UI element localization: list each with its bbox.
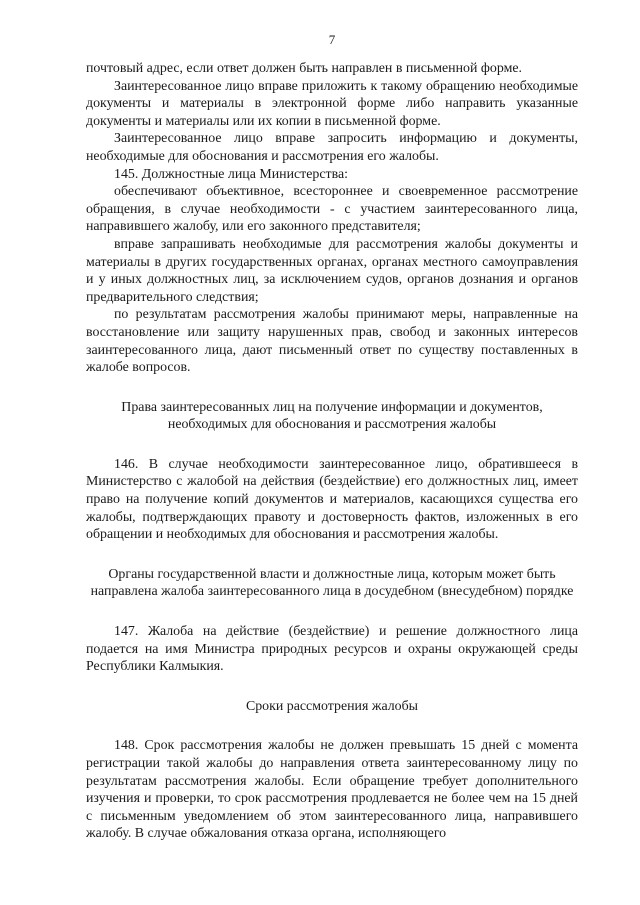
section-gap <box>86 544 578 566</box>
page-number: 7 <box>328 32 336 47</box>
section-gap <box>86 676 578 698</box>
paragraph: почтовый адрес, если ответ должен быть направлен в письменной форме. <box>86 61 523 76</box>
paragraph: Заинтересованное лицо вправе запросить информацию и документы, необходимые для обоснования и рассмотрения его жалобы. <box>86 131 578 164</box>
paragraph: 146. В случае необходимости заинтересованное лицо, обратившееся в Министерство с жалобой на действия (бездействие) его должностных лиц, имеет право на получение копий документов и материалов, касающихся существа его жалобы, подтверждающих правоту и достоверность фактов, изложенных в его обращении и необходимых для обоснования и рассмотрения жалобы. <box>86 456 578 543</box>
section-heading: Органы государственной власти и должностные лица, которым может быть направлена жалоба заинтересованного лица в досудебном (внесудебном) порядке <box>90 566 574 600</box>
paragraph: 147. Жалоба на действие (бездействие) и решение должностного лица подается на имя Министра природных ресурсов и охраны окружающей среды Республики Калмыкия. <box>86 624 578 675</box>
paragraph: обеспечивают объективное, всестороннее и своевременное рассмотрение обращения, в случае необходимости - с участием заинтересованного лица, направившего жалобу, или его законного представителя; <box>86 184 578 235</box>
paragraph: вправе запрашивать необходимые для рассмотрения жалобы документы и материалы в других государственных органах, органах местного самоуправления и у иных должностных лиц, за исключением судов, органов дознания и органов предварительного следствия; <box>86 236 578 305</box>
document-body <box>86 60 578 843</box>
paragraph: по результатам рассмотрения жалобы принимают меры, направленные на восстановление или защиту нарушенных прав, свобод и законных интересов заинтересованного лица, дают письменный ответ по существу поставленных в жалобе вопросов. <box>86 307 578 376</box>
section-gap <box>86 715 578 737</box>
section-gap <box>86 601 578 623</box>
section-heading: Права заинтересованных лиц на получение информации и документов, необходимых для обоснования и рассмотрения жалобы <box>121 399 543 433</box>
paragraph: Заинтересованное лицо вправе приложить к такому обращению необходимые документы и материалы в электронной форме либо направить указанные документы и материалы или их копии в письменной форме. <box>86 78 578 129</box>
paragraph: 148. Срок рассмотрения жалобы не должен превышать 15 дней с момента регистрации такой жалобы до направления ответа заинтересованному лицу по результатам рассмотрения жалобы. Если обращение требует дополнительного изучения и проверки, то срок рассмотрения продлевается не более чем на 15 дней с письменным уведомлением об этом заинтересованного лица, направившего жалобу. В случае обжалования отказа органа, исполняющего <box>86 738 578 842</box>
section-gap <box>86 434 578 456</box>
paragraph: 145. Должностные лица Министерства: <box>114 166 348 182</box>
section-gap <box>86 377 578 399</box>
section-heading: Сроки рассмотрения жалобы <box>245 698 419 714</box>
